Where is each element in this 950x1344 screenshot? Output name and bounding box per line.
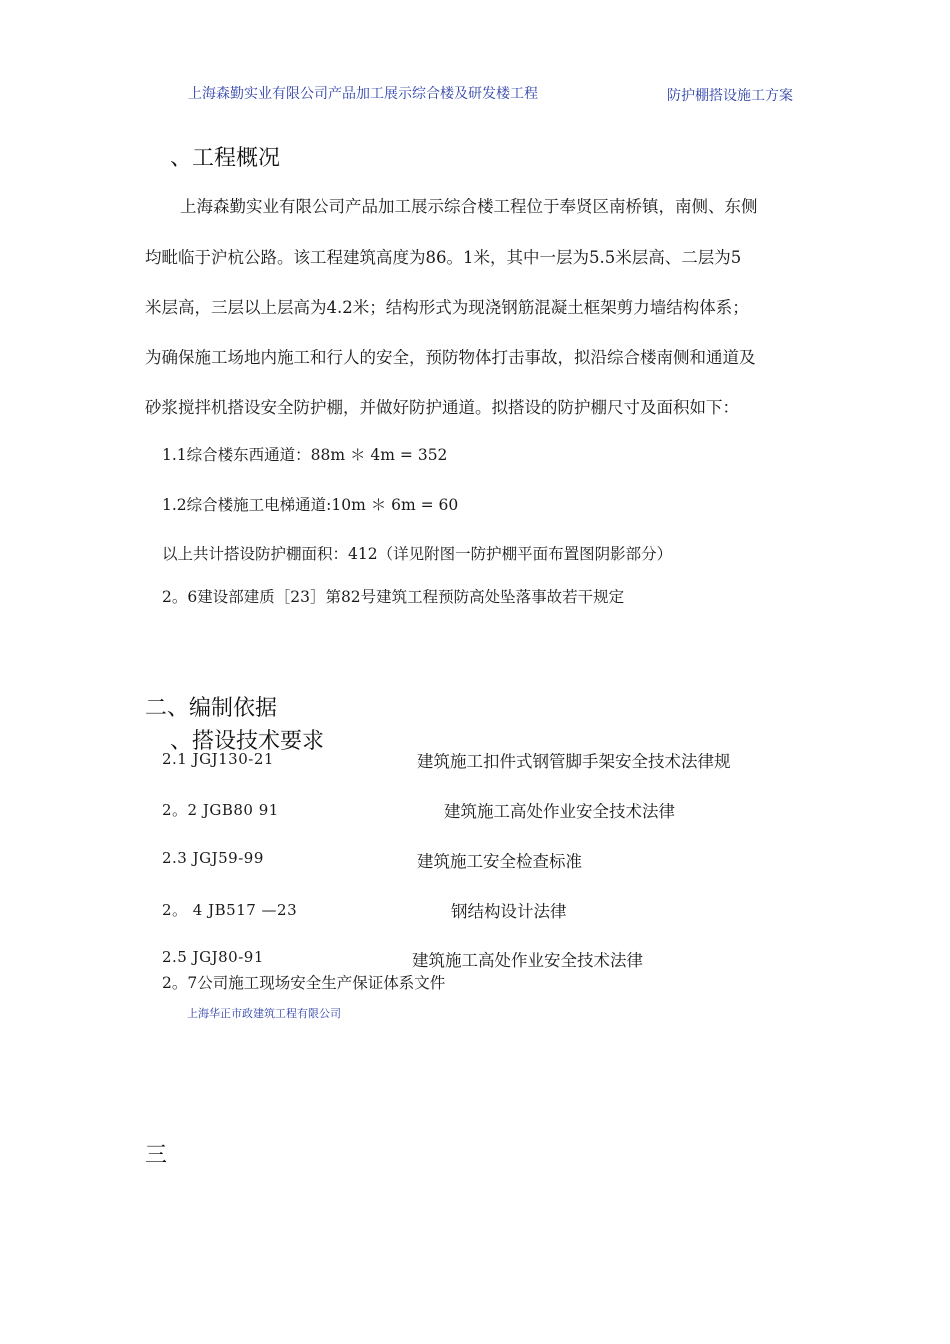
reference-code: 2.3 JGJ59-99: [162, 849, 264, 867]
header-project-title: 上海森勤实业有限公司产品加工展示综合楼及研发楼工程: [188, 86, 538, 102]
reference-name: 钢结构设计法律: [451, 902, 567, 921]
list-item: 1.2综合楼施工电梯通道:10m ＊ 6m = 60: [162, 496, 459, 514]
reference-code: 2。2 JGB80 91: [162, 801, 279, 819]
paragraph-line: 均毗临于沪杭公路。该工程建筑高度为86。1米，其中一层为5.5米层高、二层为5: [145, 248, 742, 267]
footer-company-name: 上海华正市政建筑工程有限公司: [187, 1007, 341, 1020]
section-subtitle-requirements: 、搭设技术要求: [170, 729, 325, 754]
reference-name: 建筑施工安全检查标准: [417, 852, 582, 871]
paragraph-line: 米层高，三层以上层高为4.2米；结构形式为现浇钢筋混凝土框架剪力墙结构体系；: [145, 298, 749, 317]
header-document-title: 防护棚搭设施工方案: [667, 88, 793, 104]
reference-code: 2.1 JGJ130-21: [162, 750, 274, 768]
reference-name: 建筑施工扣件式钢管脚手架安全技术法律规: [417, 752, 731, 771]
paragraph-line: 砂浆搅拌机搭设安全防护棚，并做好防护通道。拟搭设的防护棚尺寸及面积如下：: [145, 398, 739, 417]
list-item: 以上共计搭设防护棚面积：412（详见附图一防护棚平面布置图阴影部分）: [162, 545, 673, 563]
reference-name: 建筑施工高处作业安全技术法律: [412, 951, 643, 970]
list-item: 1.1综合楼东西通道：88m ＊ 4m = 352: [162, 446, 448, 464]
reference-code: 2.5 JGJ80-91: [162, 948, 264, 966]
section-title-project-overview: 、工程概况: [170, 146, 281, 171]
section-title-three: 三: [145, 1143, 168, 1168]
reference-code: 2。 4 JB517 —23: [162, 901, 298, 919]
section-title-basis: 二、编制依据: [145, 696, 278, 721]
paragraph-line: 为确保施工场地内施工和行人的安全，预防物体打击事故，拟沿综合楼南侧和通道及: [145, 348, 756, 367]
list-item: 2。7公司施工现场安全生产保证体系文件: [162, 974, 446, 992]
list-item: 2。6建设部建质［23］第82号建筑工程预防高处坠落事故若干规定: [162, 588, 625, 606]
paragraph-line: 上海森勤实业有限公司产品加工展示综合楼工程位于奉贤区南桥镇，南侧、东侧: [180, 197, 758, 216]
reference-name: 建筑施工高处作业安全技术法律: [444, 802, 675, 821]
